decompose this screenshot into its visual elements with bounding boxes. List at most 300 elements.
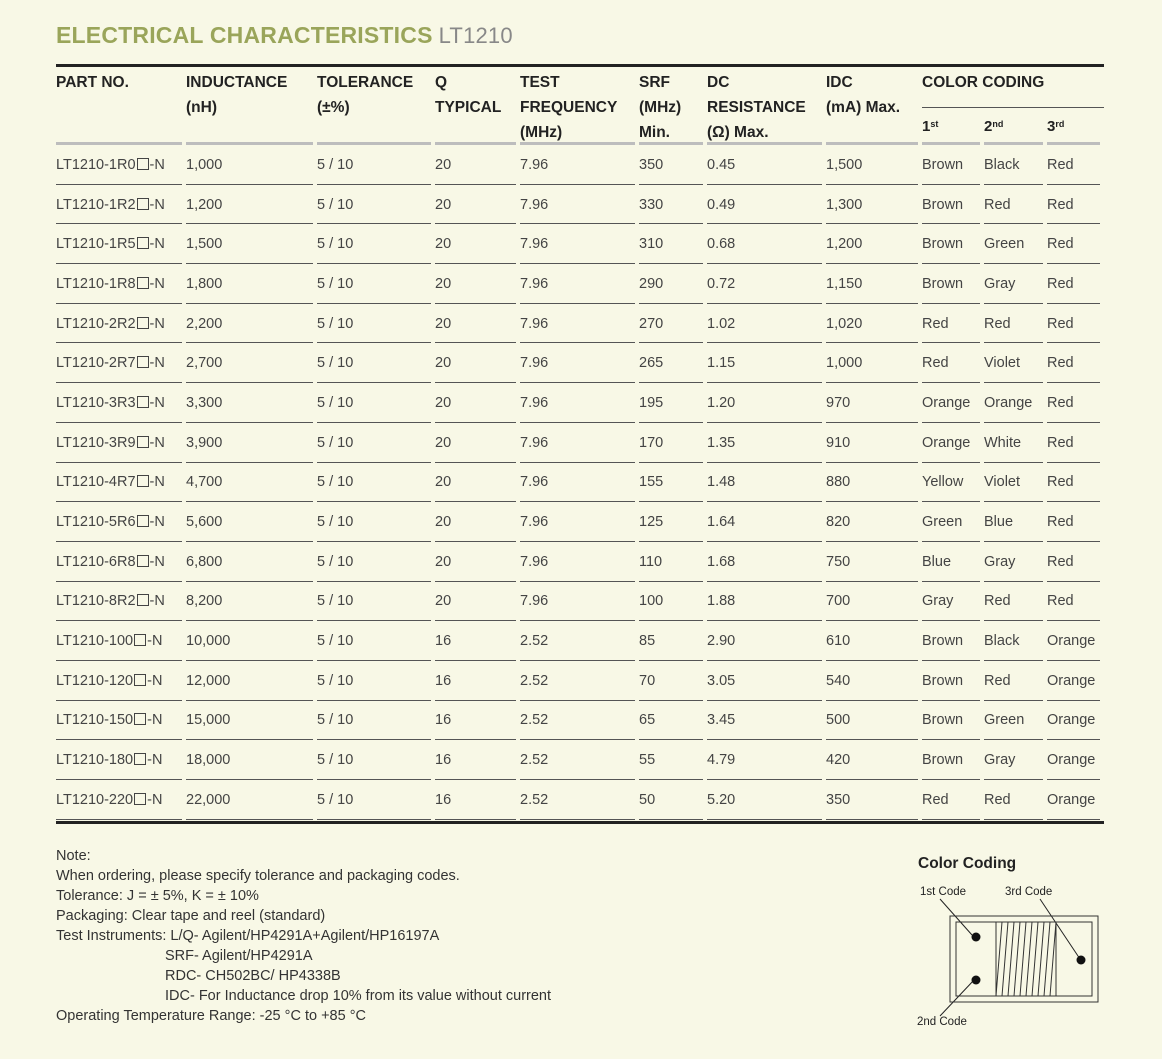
cell-q-typical: 16 xyxy=(435,780,520,820)
cell-part-no xyxy=(56,423,186,463)
cell-srf: 290 xyxy=(639,264,707,304)
inductor-drawing xyxy=(912,882,1112,1032)
cell-color-1st: Red xyxy=(922,343,984,383)
cell-test-frequency: 7.96 xyxy=(520,582,639,622)
header-idc-line1: IDC xyxy=(826,74,853,91)
header-dc-resistance-line1: DC xyxy=(707,74,730,91)
header-q xyxy=(435,67,520,145)
checkbox-square-icon xyxy=(134,793,146,805)
cell-color-3rd: Orange xyxy=(1047,701,1104,741)
cell-srf: 265 xyxy=(639,343,707,383)
cell-color-1st: Brown xyxy=(922,661,984,701)
cell-color-2nd: Red xyxy=(984,582,1047,622)
header-srf xyxy=(639,67,707,145)
cell-idc: 420 xyxy=(826,740,922,780)
cell-tolerance: 5 / 10 xyxy=(317,740,435,780)
cell-color-2nd: Black xyxy=(984,621,1047,661)
first-code-dot xyxy=(972,933,981,942)
cell-color-1st: Brown xyxy=(922,621,984,661)
cell-color-3rd: Red xyxy=(1047,185,1104,225)
part-no-suffix: -N xyxy=(149,593,165,610)
header-tolerance-line2: (±%) xyxy=(317,99,350,116)
cell-inductance: 15,000 xyxy=(186,701,317,741)
page-title xyxy=(56,22,513,49)
cell-color-3rd: Orange xyxy=(1047,661,1104,701)
part-no-suffix: -N xyxy=(147,752,163,769)
cell-idc: 820 xyxy=(826,502,922,542)
cell-idc: 1,150 xyxy=(826,264,922,304)
cell-q-typical: 20 xyxy=(435,224,520,264)
cell-q-typical: 20 xyxy=(435,264,520,304)
cell-srf: 70 xyxy=(639,661,707,701)
cell-inductance: 1,800 xyxy=(186,264,317,304)
cell-test-frequency: 7.96 xyxy=(520,463,639,503)
cell-inductance: 6,800 xyxy=(186,542,317,582)
cell-part-no xyxy=(56,780,186,820)
checkbox-square-icon xyxy=(137,317,149,329)
third-code-leader xyxy=(1040,899,1080,959)
note-tolerance: Tolerance: J = ± 5%, K = ± 10% xyxy=(56,888,259,904)
title-main: ELECTRICAL CHARACTERISTICS xyxy=(56,22,433,48)
cell-idc: 610 xyxy=(826,621,922,661)
cell-test-frequency: 7.96 xyxy=(520,145,639,185)
header-srf-line1: SRF xyxy=(639,74,670,91)
part-no-suffix: -N xyxy=(149,434,165,451)
checkbox-square-icon xyxy=(137,515,149,527)
note-operating-temperature: Operating Temperature Range: -25 °C to +85 °C xyxy=(56,1008,366,1024)
cell-part-no xyxy=(56,621,186,661)
cell-color-2nd: Gray xyxy=(984,740,1047,780)
cell-test-frequency: 7.96 xyxy=(520,264,639,304)
cell-dc-resistance: 4.79 xyxy=(707,740,826,780)
table-body xyxy=(56,145,1104,820)
cell-q-typical: 20 xyxy=(435,304,520,344)
header-part-no xyxy=(56,67,186,145)
cell-srf: 195 xyxy=(639,383,707,423)
note-packaging: Packaging: Clear tape and reel (standard) xyxy=(56,908,326,924)
cell-color-2nd: Violet xyxy=(984,343,1047,383)
cell-q-typical: 20 xyxy=(435,145,520,185)
cell-color-1st: Brown xyxy=(922,701,984,741)
cell-color-2nd: Gray xyxy=(984,264,1047,304)
cell-test-frequency: 2.52 xyxy=(520,621,639,661)
cell-tolerance: 5 / 10 xyxy=(317,701,435,741)
cell-dc-resistance: 3.45 xyxy=(707,701,826,741)
cell-color-3rd: Red xyxy=(1047,423,1104,463)
cell-srf: 110 xyxy=(639,542,707,582)
header-inductance-line2: (nH) xyxy=(186,99,217,116)
table-row xyxy=(56,463,1104,503)
cell-idc: 910 xyxy=(826,423,922,463)
cell-test-frequency: 7.96 xyxy=(520,224,639,264)
cell-part-no xyxy=(56,343,186,383)
checkbox-square-icon xyxy=(137,277,149,289)
table-row xyxy=(56,145,1104,185)
cell-idc: 1,500 xyxy=(826,145,922,185)
cell-srf: 55 xyxy=(639,740,707,780)
cell-q-typical: 16 xyxy=(435,661,520,701)
cell-dc-resistance: 5.20 xyxy=(707,780,826,820)
color-coding-diagram-title: Color Coding xyxy=(918,855,1017,872)
cell-color-2nd: Blue xyxy=(984,502,1047,542)
cell-color-1st: Brown xyxy=(922,740,984,780)
header-dc-resistance-line2: RESISTANCE xyxy=(707,99,806,116)
cell-test-frequency: 2.52 xyxy=(520,661,639,701)
part-no-prefix: LT1210-3R9 xyxy=(56,434,136,451)
part-no-suffix: -N xyxy=(147,672,163,689)
part-no-prefix: LT1210-1R0 xyxy=(56,156,136,173)
checkbox-square-icon xyxy=(134,634,146,646)
cell-inductance: 2,200 xyxy=(186,304,317,344)
table-row xyxy=(56,542,1104,582)
cell-color-2nd: Green xyxy=(984,701,1047,741)
header-color-1st-num: 1 xyxy=(922,117,931,135)
cell-srf: 330 xyxy=(639,185,707,225)
first-code-label: 1st Code xyxy=(920,886,967,898)
header-tolerance-line1: TOLERANCE xyxy=(317,74,414,91)
table-row xyxy=(56,224,1104,264)
cell-part-no xyxy=(56,542,186,582)
cell-part-no xyxy=(56,185,186,225)
header-color-1st-sup: st xyxy=(930,118,939,129)
cell-color-1st: Orange xyxy=(922,423,984,463)
cell-dc-resistance: 1.88 xyxy=(707,582,826,622)
cell-inductance: 5,600 xyxy=(186,502,317,542)
note-rdc-instrument: RDC- CH502BC/ HP4338B xyxy=(165,968,341,984)
part-no-prefix: LT1210-8R2 xyxy=(56,593,136,610)
header-q-line2: TYPICAL xyxy=(435,99,502,116)
cell-srf: 310 xyxy=(639,224,707,264)
cell-q-typical: 20 xyxy=(435,582,520,622)
table-row xyxy=(56,185,1104,225)
cell-q-typical: 16 xyxy=(435,740,520,780)
part-no-suffix: -N xyxy=(147,791,163,808)
cell-inductance: 10,000 xyxy=(186,621,317,661)
cell-part-no xyxy=(56,502,186,542)
header-dc-resistance-line3: (Ω) Max. xyxy=(707,124,769,141)
cell-color-3rd: Red xyxy=(1047,383,1104,423)
cell-dc-resistance: 1.20 xyxy=(707,383,826,423)
header-test-frequency xyxy=(520,67,639,145)
table-row xyxy=(56,383,1104,423)
cell-tolerance: 5 / 10 xyxy=(317,264,435,304)
cell-srf: 350 xyxy=(639,145,707,185)
part-no-prefix: LT1210-5R6 xyxy=(56,514,136,531)
table-row xyxy=(56,740,1104,780)
cell-dc-resistance: 1.02 xyxy=(707,304,826,344)
header-color-coding xyxy=(922,67,1104,108)
cell-part-no xyxy=(56,304,186,344)
checkbox-square-icon xyxy=(137,555,149,567)
table-row xyxy=(56,304,1104,344)
part-no-suffix: -N xyxy=(149,236,165,253)
cell-idc: 1,200 xyxy=(826,224,922,264)
table-row xyxy=(56,343,1104,383)
header-srf-line3: Min. xyxy=(639,124,670,141)
cell-color-3rd: Red xyxy=(1047,145,1104,185)
cell-tolerance: 5 / 10 xyxy=(317,145,435,185)
cell-inductance: 12,000 xyxy=(186,661,317,701)
cell-color-1st: Red xyxy=(922,780,984,820)
title-model: LT1210 xyxy=(438,23,513,48)
cell-part-no xyxy=(56,701,186,741)
table-row xyxy=(56,582,1104,622)
cell-color-1st: Brown xyxy=(922,264,984,304)
cell-inductance: 8,200 xyxy=(186,582,317,622)
cell-color-2nd: Green xyxy=(984,224,1047,264)
part-no-prefix: LT1210-6R8 xyxy=(56,553,136,570)
part-no-prefix: LT1210-2R2 xyxy=(56,315,136,332)
second-code-leader xyxy=(940,980,974,1016)
header-test-frequency-line1: TEST xyxy=(520,74,560,91)
cell-color-3rd: Orange xyxy=(1047,740,1104,780)
cell-color-2nd: White xyxy=(984,423,1047,463)
cell-test-frequency: 7.96 xyxy=(520,343,639,383)
cell-idc: 1,300 xyxy=(826,185,922,225)
cell-color-3rd: Red xyxy=(1047,304,1104,344)
cell-test-frequency: 7.96 xyxy=(520,383,639,423)
cell-color-1st: Brown xyxy=(922,224,984,264)
part-no-prefix: LT1210-4R7 xyxy=(56,474,136,491)
header-idc xyxy=(826,67,922,145)
cell-dc-resistance: 0.72 xyxy=(707,264,826,304)
cell-color-3rd: Red xyxy=(1047,582,1104,622)
checkbox-square-icon xyxy=(134,753,146,765)
cell-tolerance: 5 / 10 xyxy=(317,224,435,264)
cell-srf: 155 xyxy=(639,463,707,503)
cell-srf: 125 xyxy=(639,502,707,542)
cell-color-3rd: Red xyxy=(1047,224,1104,264)
note-srf-instrument: SRF- Agilent/HP4291A xyxy=(165,948,313,964)
cell-tolerance: 5 / 10 xyxy=(317,542,435,582)
part-no-prefix: LT1210-1R2 xyxy=(56,196,136,213)
cell-idc: 500 xyxy=(826,701,922,741)
header-color-coding-label: COLOR CODING xyxy=(922,74,1045,91)
cell-tolerance: 5 / 10 xyxy=(317,463,435,503)
cell-idc: 700 xyxy=(826,582,922,622)
cell-test-frequency: 7.96 xyxy=(520,423,639,463)
note-idc-instrument: IDC- For Inductance drop 10% from its value without current xyxy=(165,988,552,1004)
cell-dc-resistance: 2.90 xyxy=(707,621,826,661)
cell-color-3rd: Red xyxy=(1047,463,1104,503)
cell-dc-resistance: 1.64 xyxy=(707,502,826,542)
part-no-prefix: LT1210-1R8 xyxy=(56,275,136,292)
header-inductance-line1: INDUCTANCE xyxy=(186,74,288,91)
cell-inductance: 1,500 xyxy=(186,224,317,264)
cell-dc-resistance: 0.49 xyxy=(707,185,826,225)
checkbox-square-icon xyxy=(137,158,149,170)
part-no-prefix: LT1210-120 xyxy=(56,672,134,689)
cell-tolerance: 5 / 10 xyxy=(317,582,435,622)
cell-q-typical: 20 xyxy=(435,383,520,423)
cell-q-typical: 20 xyxy=(435,423,520,463)
table-row xyxy=(56,621,1104,661)
cell-color-2nd: Violet xyxy=(984,463,1047,503)
cell-color-2nd: Black xyxy=(984,145,1047,185)
cell-part-no xyxy=(56,383,186,423)
part-no-prefix: LT1210-3R3 xyxy=(56,394,136,411)
cell-part-no xyxy=(56,224,186,264)
cell-dc-resistance: 0.68 xyxy=(707,224,826,264)
checkbox-square-icon xyxy=(137,356,149,368)
cell-test-frequency: 7.96 xyxy=(520,304,639,344)
cell-color-3rd: Red xyxy=(1047,542,1104,582)
cell-idc: 540 xyxy=(826,661,922,701)
cell-dc-resistance: 1.48 xyxy=(707,463,826,503)
second-code-label: 2nd Code xyxy=(917,1016,967,1028)
cell-tolerance: 5 / 10 xyxy=(317,621,435,661)
table-row xyxy=(56,423,1104,463)
cell-tolerance: 5 / 10 xyxy=(317,661,435,701)
cell-dc-resistance: 1.15 xyxy=(707,343,826,383)
checkbox-square-icon xyxy=(137,594,149,606)
cell-idc: 1,000 xyxy=(826,343,922,383)
cell-part-no xyxy=(56,740,186,780)
cell-color-1st: Brown xyxy=(922,185,984,225)
cell-idc: 350 xyxy=(826,780,922,820)
checkbox-square-icon xyxy=(137,475,149,487)
part-no-prefix: LT1210-180 xyxy=(56,752,134,769)
cell-color-2nd: Red xyxy=(984,661,1047,701)
cell-color-3rd: Red xyxy=(1047,343,1104,383)
checkbox-square-icon xyxy=(137,237,149,249)
cell-color-2nd: Gray xyxy=(984,542,1047,582)
cell-test-frequency: 2.52 xyxy=(520,701,639,741)
header-part-no-label: PART NO. xyxy=(56,74,129,91)
third-code-dot xyxy=(1077,956,1086,965)
cell-tolerance: 5 / 10 xyxy=(317,423,435,463)
header-test-frequency-line2: FREQUENCY xyxy=(520,99,618,116)
header-color-2nd-num: 2 xyxy=(984,117,993,135)
table-row xyxy=(56,780,1104,820)
part-no-suffix: -N xyxy=(149,275,165,292)
cell-idc: 970 xyxy=(826,383,922,423)
cell-inductance: 1,200 xyxy=(186,185,317,225)
cell-q-typical: 16 xyxy=(435,621,520,661)
table-row xyxy=(56,661,1104,701)
header-dc-resistance xyxy=(707,67,826,145)
cell-q-typical: 20 xyxy=(435,185,520,225)
cell-color-1st: Blue xyxy=(922,542,984,582)
cell-color-1st: Orange xyxy=(922,383,984,423)
part-no-prefix: LT1210-2R7 xyxy=(56,355,136,372)
part-no-prefix: LT1210-150 xyxy=(56,712,134,729)
cell-dc-resistance: 3.05 xyxy=(707,661,826,701)
part-no-suffix: -N xyxy=(149,315,165,332)
cell-test-frequency: 7.96 xyxy=(520,542,639,582)
cell-tolerance: 5 / 10 xyxy=(317,304,435,344)
cell-test-frequency: 2.52 xyxy=(520,740,639,780)
table-row xyxy=(56,701,1104,741)
cell-part-no xyxy=(56,145,186,185)
cell-color-2nd: Orange xyxy=(984,383,1047,423)
cell-test-frequency: 2.52 xyxy=(520,780,639,820)
cell-color-1st: Gray xyxy=(922,582,984,622)
part-no-suffix: -N xyxy=(149,355,165,372)
table-bottom-rule xyxy=(56,821,1104,824)
cell-q-typical: 20 xyxy=(435,463,520,503)
cell-tolerance: 5 / 10 xyxy=(317,383,435,423)
part-no-prefix: LT1210-220 xyxy=(56,791,134,808)
header-idc-line2: (mA) Max. xyxy=(826,99,901,116)
cell-tolerance: 5 / 10 xyxy=(317,343,435,383)
part-no-prefix: LT1210-100 xyxy=(56,633,134,650)
cell-part-no xyxy=(56,661,186,701)
color-coding-diagram xyxy=(912,882,1112,1032)
cell-color-3rd: Orange xyxy=(1047,780,1104,820)
electrical-characteristics-table xyxy=(56,67,1104,820)
header-color-3rd xyxy=(1047,108,1104,145)
cell-inductance: 1,000 xyxy=(186,145,317,185)
table-row xyxy=(56,502,1104,542)
cell-color-3rd: Red xyxy=(1047,264,1104,304)
third-code-label: 3rd Code xyxy=(1005,886,1053,898)
cell-color-2nd: Red xyxy=(984,304,1047,344)
cell-q-typical: 16 xyxy=(435,701,520,741)
second-code-dot xyxy=(972,976,981,985)
checkbox-square-icon xyxy=(137,436,149,448)
checkbox-square-icon xyxy=(137,198,149,210)
cell-tolerance: 5 / 10 xyxy=(317,185,435,225)
cell-color-2nd: Red xyxy=(984,780,1047,820)
cell-dc-resistance: 0.45 xyxy=(707,145,826,185)
header-color-2nd-sup: nd xyxy=(992,118,1004,129)
cell-inductance: 4,700 xyxy=(186,463,317,503)
cell-part-no xyxy=(56,463,186,503)
cell-srf: 50 xyxy=(639,780,707,820)
cell-dc-resistance: 1.68 xyxy=(707,542,826,582)
header-color-1st xyxy=(922,108,984,145)
part-no-suffix: -N xyxy=(149,196,165,213)
cell-q-typical: 20 xyxy=(435,542,520,582)
header-test-frequency-line3: (MHz) xyxy=(520,124,563,141)
cell-tolerance: 5 / 10 xyxy=(317,780,435,820)
note-heading: Note: xyxy=(56,848,91,864)
cell-idc: 1,020 xyxy=(826,304,922,344)
cell-q-typical: 20 xyxy=(435,343,520,383)
note-ordering: When ordering, please specify tolerance and packaging codes. xyxy=(56,868,460,884)
part-no-suffix: -N xyxy=(149,474,165,491)
cell-color-1st: Brown xyxy=(922,145,984,185)
cell-test-frequency: 7.96 xyxy=(520,502,639,542)
cell-srf: 100 xyxy=(639,582,707,622)
header-color-3rd-sup: rd xyxy=(1055,118,1065,129)
header-color-3rd-num: 3 xyxy=(1047,117,1056,135)
cell-color-1st: Red xyxy=(922,304,984,344)
cell-idc: 750 xyxy=(826,542,922,582)
header-srf-line2: (MHz) xyxy=(639,99,682,116)
part-no-suffix: -N xyxy=(149,394,165,411)
inductor-winding xyxy=(996,922,1056,996)
cell-dc-resistance: 1.35 xyxy=(707,423,826,463)
header-q-line1: Q xyxy=(435,74,448,91)
inductor-outline xyxy=(950,916,1098,1002)
notes-block xyxy=(56,846,551,1026)
cell-part-no xyxy=(56,264,186,304)
cell-inductance: 3,300 xyxy=(186,383,317,423)
cell-color-3rd: Red xyxy=(1047,502,1104,542)
cell-srf: 270 xyxy=(639,304,707,344)
checkbox-square-icon xyxy=(134,674,146,686)
note-test-instruments: Test Instruments: L/Q- Agilent/HP4291A+Agilent/HP16197A xyxy=(56,928,440,944)
checkbox-square-icon xyxy=(137,396,149,408)
part-no-suffix: -N xyxy=(149,156,165,173)
cell-color-3rd: Orange xyxy=(1047,621,1104,661)
table-row xyxy=(56,264,1104,304)
cell-srf: 85 xyxy=(639,621,707,661)
header-inductance xyxy=(186,67,317,145)
cell-color-2nd: Red xyxy=(984,185,1047,225)
